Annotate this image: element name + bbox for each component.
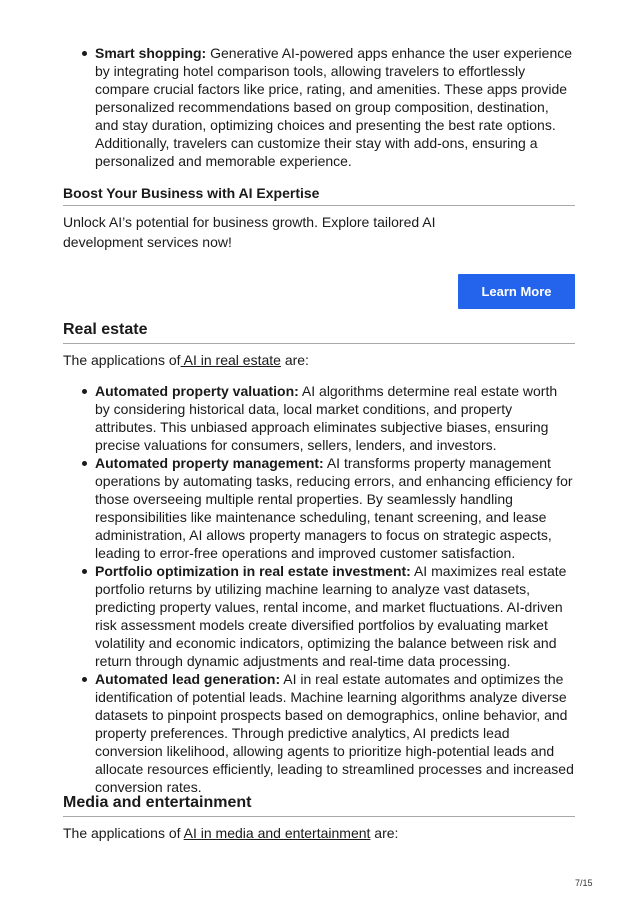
list-item-title: Portfolio optimization in real estate investment: — [95, 563, 411, 579]
list-item — [95, 670, 575, 796]
intro-text: The applications of — [63, 352, 181, 368]
list-item-text: AI maximizes real estate portfolio returns by utilizing machine learning to analyze vast datasets, predicting property values, rental income, and market fluctuations. AI-driven risk assessment models create diversified portfolios by evaluating market volatility and economic indicators, optimizing the balance between risk and return through dynamic adjustments and real-time data processing. — [95, 563, 567, 669]
list-item-text: AI in real estate automates and optimizes the identification of potential leads. Machine learning algorithms analyze diverse datasets to pinpoint prospects based on demographics, online behavior, and property preferences. Through predictive analytics, AI predicts lead conversion likelihood, allowing agents to prioritize high-potential leads and allocate resources efficiently, leading to streamlined processes and increased conversion rates. — [95, 671, 574, 795]
intro-text: The applications of — [63, 825, 184, 841]
media-heading: Media and entertainment — [63, 794, 252, 811]
media-divider — [63, 816, 575, 817]
intro-text-end: are: — [370, 825, 399, 841]
list-item — [95, 562, 575, 670]
list-item-title: Automated lead generation: — [95, 671, 281, 687]
list-item-title: Smart shopping: — [95, 45, 207, 61]
intro-text-end: are: — [280, 352, 309, 368]
list-item-text: AI transforms property management operations by automating tasks, reducing errors, and enhancing efficiency for those overseeing multiple rental properties. By seamlessly handling responsibilities like maintenance scheduling, tenant screening, and lease administration, AI allows property managers to focus on strategic aspects, leading to error-free operations and improved customer satisfaction. — [95, 455, 573, 561]
list-item — [95, 382, 575, 454]
cta-text: Unlock AI’s potential for business growth. Explore tailored AI development services now! — [63, 214, 436, 250]
media-intro — [63, 824, 398, 842]
list-item-title: Automated property valuation: — [95, 383, 299, 399]
page-number: 7/15 — [575, 878, 593, 888]
list-item-title: Automated property management: — [95, 455, 324, 471]
list-item-text: Generative AI-powered apps enhance the user experience by integrating hotel comparison tools, allowing travelers to effortlessly compare crucial factors like price, rating, and amenities. These apps provide personalized recommendations based on group composition, destination, and stay duration, optimizing choices and presenting the best rate options. Additionally, travelers can customize their stay with add-ons, ensuring a personalized and memorable experience. — [95, 45, 573, 169]
learn-more-button[interactable]: Learn More — [458, 274, 575, 309]
smart-shopping-list — [95, 44, 575, 170]
real-estate-heading: Real estate — [63, 321, 148, 338]
ai-in-media-link[interactable]: AI in media and entertainment — [183, 825, 371, 841]
cta-heading: Boost Your Business with AI Expertise — [63, 185, 320, 201]
real-estate-divider — [63, 343, 575, 344]
cta-divider — [63, 205, 575, 206]
ai-in-real-estate-link[interactable]: AI in real estate — [180, 352, 281, 368]
list-item — [95, 454, 575, 562]
real-estate-intro — [63, 351, 309, 369]
real-estate-list — [95, 382, 575, 796]
list-item-text: AI algorithms determine real estate worth by considering historical data, local market conditions, and property attributes. This unbiased approach eliminates subjective biases, ensuring precise valuations for consumers, sellers, lenders, and investors. — [95, 383, 558, 453]
list-item — [95, 44, 575, 170]
